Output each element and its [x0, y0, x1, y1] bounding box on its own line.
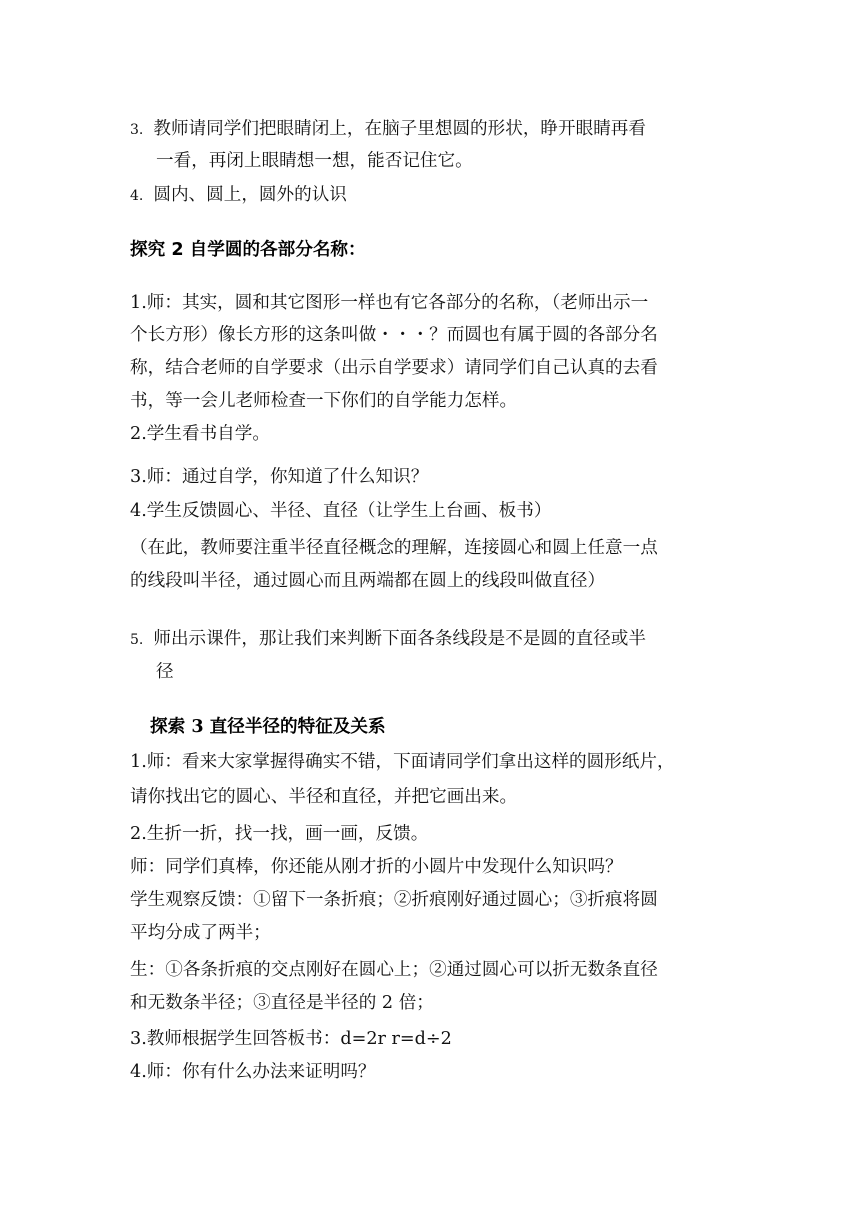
paragraph-line: 平均分成了两半； [130, 923, 271, 943]
paragraph-line: 2.学生看书自学。 [130, 424, 270, 444]
list-number: 5. [130, 632, 144, 648]
paragraph-line: 3.师：通过自学，你知道了什么知识？ [130, 467, 429, 487]
paragraph-line: 学生观察反馈：①留下一条折痕；②折痕刚好通过圆心；③折痕将圆 [130, 890, 658, 910]
section-heading-3: 探索 3 直径半径的特征及关系 [150, 716, 386, 737]
list-item-5 [130, 627, 646, 652]
section-heading-2: 探究 2 自学圆的各部分名称： [130, 240, 366, 260]
paragraph-line: 4.师：你有什么办法来证明吗？ [130, 1062, 376, 1082]
paragraph-line: 请你找出它的圆心、半径和直径，并把它画出来。 [130, 787, 518, 807]
list-item-text: 教师请同学们把眼睛闭上，在脑子里想圆的形状，睁开眼睛再看 [153, 119, 646, 139]
paragraph-line: 的线段叫半径，通过圆心而且两端都在圆上的线段叫做直径） [130, 571, 606, 591]
list-item-3-continuation: 一看，再闭上眼睛想一想，能否记住它。 [156, 151, 473, 171]
list-number: 3. [130, 122, 144, 138]
paragraph-line: 3.教师根据学生回答板书：d=2r r=d÷2 [130, 1029, 452, 1049]
paragraph-line: 1.师：看来大家掌握得确实不错，下面请同学们拿出这样的圆形纸片， [130, 752, 675, 772]
paragraph-line: 1.师：其实，圆和其它图形一样也有它各部分的名称，（老师出示一 [130, 293, 649, 313]
list-item-text: 师出示课件，那让我们来判断下面各条线段是不是圆的直径或半 [153, 629, 646, 649]
list-item-text: 圆内、圆上，圆外的认识 [153, 185, 347, 205]
paragraph-line: 书，等一会儿老师检查一下你们的自学能力怎样。 [130, 391, 518, 411]
paragraph-line: 和无数条半径；③直径是半径的 2 倍； [130, 993, 434, 1013]
list-number: 4. [130, 188, 144, 204]
list-item-4 [130, 183, 347, 208]
list-item-5-continuation: 径 [156, 662, 174, 682]
paragraph-line: 2.生折一折，找一找，画一画，反馈。 [130, 824, 429, 844]
paragraph-line: （在此，教师要注重半径直径概念的理解，连接圆心和圆上任意一点 [130, 538, 658, 558]
paragraph-line: 个长方形）像长方形的这条叫做・・・？而圆也有属于圆的各部分名 [130, 325, 658, 345]
paragraph-line: 称，结合老师的自学要求（出示自学要求）请同学们自己认真的去看 [130, 358, 658, 378]
paragraph-line: 4.学生反馈圆心、半径、直径（让学生上台画、板书） [130, 501, 552, 521]
paragraph-line: 生：①各条折痕的交点刚好在圆心上；②通过圆心可以折无数条直径 [130, 960, 658, 980]
list-item-3 [130, 117, 646, 142]
paragraph-line: 师：同学们真棒，你还能从刚才折的小圆片中发现什么知识吗？ [130, 857, 623, 877]
